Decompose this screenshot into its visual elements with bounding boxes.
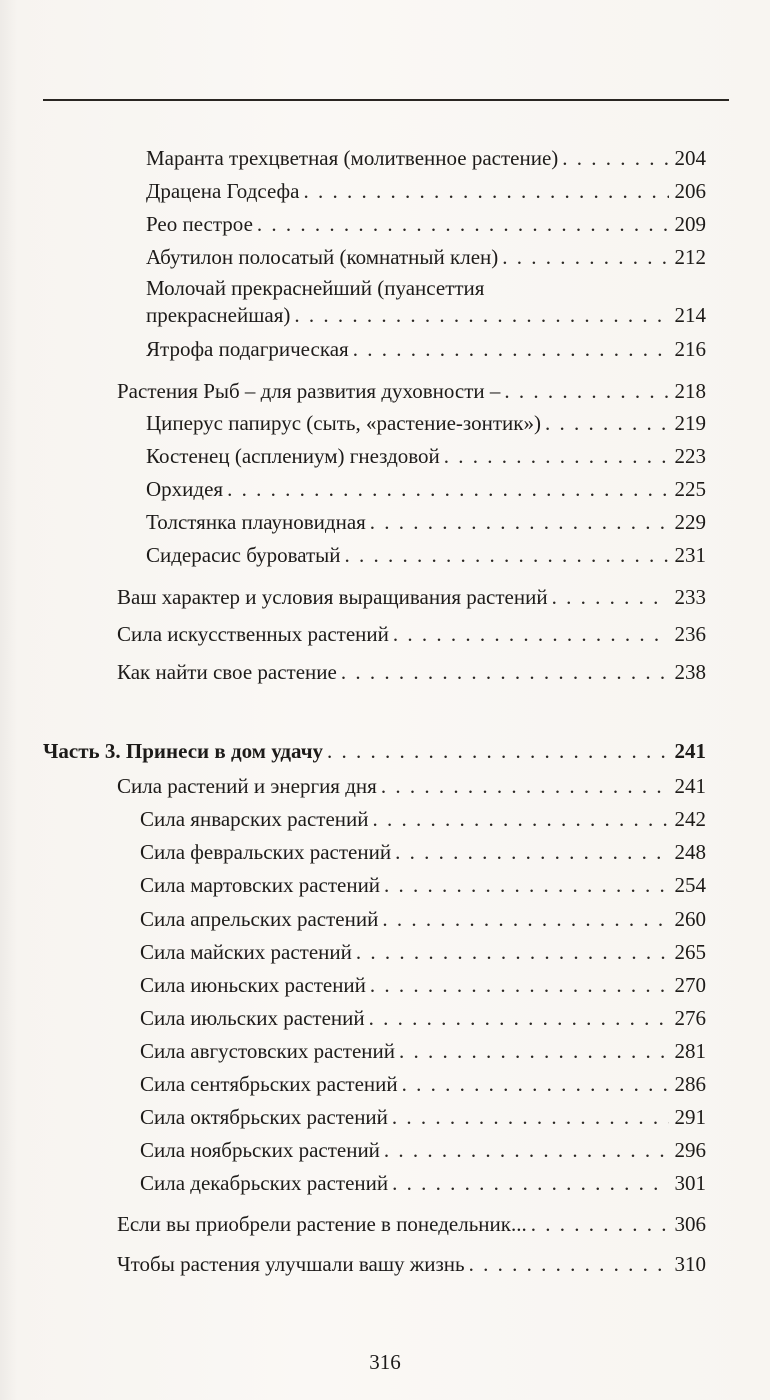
toc-entry[interactable] xyxy=(140,906,706,932)
toc-entry[interactable] xyxy=(146,302,706,328)
toc-entry-page: 242 xyxy=(674,807,706,831)
toc-entry-page: 241 xyxy=(674,739,706,763)
leader-dots xyxy=(384,872,668,898)
toc-entry[interactable] xyxy=(140,1137,706,1163)
toc-entry-page: 209 xyxy=(674,212,706,236)
toc-entry-label: Сила сентябрьских растений xyxy=(140,1072,398,1096)
leader-dots xyxy=(227,476,668,502)
leader-dots xyxy=(504,378,668,404)
leader-dots xyxy=(381,773,669,799)
toc-entry-page: 216 xyxy=(674,337,706,361)
leader-dots xyxy=(370,509,669,535)
toc-entry-label: Если вы приобрели растение в понедельник... xyxy=(117,1212,527,1236)
toc-entry-page: 212 xyxy=(674,245,706,269)
toc-entry-page: 206 xyxy=(674,179,706,203)
leader-dots xyxy=(369,1005,669,1031)
toc-entry-label-line1: Молочай прекраснейший (пуансеттия xyxy=(146,276,485,300)
toc-entry[interactable] xyxy=(146,509,706,535)
toc-entry-label: Толстянка плауновидная xyxy=(146,510,366,534)
toc-entry-page: 241 xyxy=(674,774,706,798)
toc-entry[interactable] xyxy=(146,244,706,270)
toc-entry-label: Костенец (асплениум) гнездовой xyxy=(146,444,440,468)
page-number: 316 xyxy=(369,1350,401,1374)
toc-entry[interactable] xyxy=(117,1211,706,1237)
toc-entry[interactable] xyxy=(140,972,706,998)
toc-entry[interactable] xyxy=(117,1251,706,1277)
toc-entry-label: Часть 3. Принеси в дом удачу xyxy=(43,739,324,763)
toc-entry[interactable] xyxy=(146,410,706,436)
toc-entry-page: 238 xyxy=(674,660,706,684)
toc-entry-page: 254 xyxy=(674,873,706,897)
toc-entry-page: 223 xyxy=(674,444,706,468)
toc-entry[interactable] xyxy=(140,839,706,865)
toc-entry-page: 236 xyxy=(674,622,706,646)
toc-entry-label: Циперус папирус (сыть, «растение-зонтик») xyxy=(146,411,541,435)
toc-entry[interactable] xyxy=(146,145,706,171)
toc-entry[interactable] xyxy=(140,1071,706,1097)
toc-entry-label: Абутилон полосатый (комнатный клен) xyxy=(146,245,499,269)
leader-dots xyxy=(303,178,668,204)
toc-entry-label: Сила октябрьских растений xyxy=(140,1105,388,1129)
leader-dots xyxy=(395,839,668,865)
toc-entry-label: Сила февральских растений xyxy=(140,840,392,864)
toc-entry-label: Сила августовских растений xyxy=(140,1039,396,1063)
toc-entry[interactable] xyxy=(117,584,706,610)
toc-entry[interactable] xyxy=(146,178,706,204)
toc-entry[interactable] xyxy=(140,1038,706,1064)
toc-entry-page: 291 xyxy=(674,1105,706,1129)
toc-entry-page: 218 xyxy=(674,379,706,403)
leader-dots xyxy=(444,443,669,469)
toc-entry[interactable] xyxy=(117,659,706,685)
toc-entry-page: 260 xyxy=(674,907,706,931)
toc-entry-page: 265 xyxy=(674,940,706,964)
toc-entry-label: Сила апрельских растений xyxy=(140,907,379,931)
toc-entry-page: 231 xyxy=(674,543,706,567)
toc-entry[interactable] xyxy=(117,773,706,799)
toc-entry-page: 225 xyxy=(674,477,706,501)
toc-entry[interactable] xyxy=(140,1005,706,1031)
toc-entry-label: Сила искусственных растений xyxy=(117,622,389,646)
toc-part-heading[interactable] xyxy=(43,738,706,764)
toc-entry[interactable] xyxy=(140,1170,706,1196)
toc-entry-label: Ятрофа подагрическая xyxy=(146,337,349,361)
leader-dots xyxy=(373,806,669,832)
toc-entry-label: прекраснейшая) xyxy=(146,303,291,327)
toc-entry[interactable] xyxy=(146,476,706,502)
leader-dots xyxy=(257,211,669,237)
toc-entry-label: Сила растений и энергия дня xyxy=(117,774,377,798)
toc-entry-page: 270 xyxy=(674,973,706,997)
leader-dots xyxy=(393,621,669,647)
toc-entry-page: 233 xyxy=(674,585,706,609)
toc-entry[interactable] xyxy=(140,939,706,965)
toc-entry-label: Растения Рыб – для развития духовности – xyxy=(117,379,501,403)
toc-entry[interactable] xyxy=(117,621,706,647)
toc-entry[interactable] xyxy=(140,1104,706,1130)
leader-dots xyxy=(552,584,669,610)
toc-entry[interactable] xyxy=(146,542,706,568)
toc-entry-page: 286 xyxy=(674,1072,706,1096)
leader-dots xyxy=(402,1071,669,1097)
toc-entry-label: Орхидея xyxy=(146,477,224,501)
leader-dots xyxy=(382,906,668,932)
toc-entry-label: Драцена Годсефа xyxy=(146,179,300,203)
toc-entry-page: 204 xyxy=(674,146,706,170)
leader-dots xyxy=(392,1104,669,1130)
toc-entry-label: Сила ноябрьских растений xyxy=(140,1138,380,1162)
toc-entry-label: Рео пестрое xyxy=(146,212,253,236)
toc-entry-page: 301 xyxy=(674,1171,706,1195)
leader-dots xyxy=(384,1137,669,1163)
toc-entry-page: 310 xyxy=(674,1252,706,1276)
leader-dots xyxy=(392,1170,668,1196)
toc-entry-label: Как найти свое растение xyxy=(117,660,337,684)
leader-dots xyxy=(545,410,669,436)
toc-entry-label: Сила июньских растений xyxy=(140,973,366,997)
toc-entry-page: 281 xyxy=(674,1039,706,1063)
toc-entry-page: 229 xyxy=(674,510,706,534)
leader-dots xyxy=(502,244,668,270)
toc-entry-label: Сила июльских растений xyxy=(140,1006,365,1030)
leader-dots xyxy=(353,336,669,362)
toc-entry-page: 248 xyxy=(674,840,706,864)
toc-entry[interactable] xyxy=(146,336,706,362)
toc-entry[interactable] xyxy=(146,443,706,469)
leader-dots xyxy=(531,1211,669,1237)
toc-entry-label: Чтобы растения улучшали вашу жизнь xyxy=(117,1252,465,1276)
toc-entry[interactable] xyxy=(117,378,706,404)
leader-dots xyxy=(341,659,669,685)
toc-entry[interactable] xyxy=(140,806,706,832)
toc-entry-page: 306 xyxy=(674,1212,706,1236)
toc-entry-label: Ваш характер и условия выращивания растений xyxy=(117,585,548,609)
leader-dots xyxy=(370,972,669,998)
leader-dots xyxy=(469,1251,669,1277)
leader-dots xyxy=(345,542,669,568)
leader-dots xyxy=(294,302,668,328)
leader-dots xyxy=(562,145,668,171)
leader-dots xyxy=(327,738,668,764)
toc-entry[interactable] xyxy=(146,211,706,237)
toc-entry-page: 214 xyxy=(674,303,706,327)
toc-entry-label: Сидерасис буроватый xyxy=(146,543,341,567)
toc-entry-label: Сила мартовских растений xyxy=(140,873,381,897)
toc-entry-page: 296 xyxy=(674,1138,706,1162)
toc-entry-label: Маранта трехцветная (молитвенное растение) xyxy=(146,146,559,170)
toc-entry-label: Сила майских растений xyxy=(140,940,352,964)
toc-entry-page: 276 xyxy=(674,1006,706,1030)
toc-entry-page: 219 xyxy=(674,411,706,435)
leader-dots xyxy=(356,939,669,965)
toc-entry[interactable] xyxy=(140,872,706,898)
toc-entry-label: Сила декабрьских растений xyxy=(140,1171,389,1195)
toc-entry-label: Сила январских растений xyxy=(140,807,369,831)
leader-dots xyxy=(399,1038,668,1064)
